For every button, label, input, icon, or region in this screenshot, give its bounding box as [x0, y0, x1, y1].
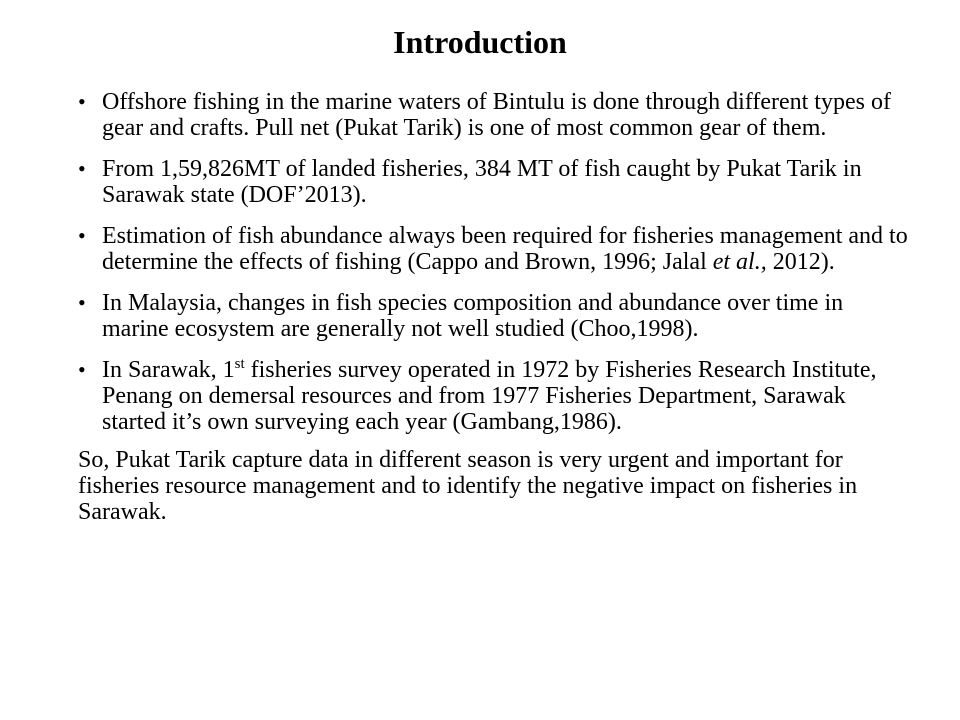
- bullet-text: From 1,59,826MT of landed fisheries, 384 MT of fish caught by Pukat Tarik in Sarawak state (DOF’2013).: [102, 156, 862, 208]
- bullet-text-before: In Sarawak, 1: [102, 357, 235, 383]
- bullet-item: [78, 223, 908, 275]
- bullet-dot-icon: •: [78, 357, 86, 382]
- bullet-dot-icon: •: [78, 89, 86, 114]
- bullet-text: In Malaysia, changes in fish species composition and abundance over time in marine ecosystem are generally not well studied (Choo,1998).: [102, 290, 844, 342]
- bullet-item: [78, 290, 908, 342]
- slide-content: [78, 89, 908, 525]
- bullet-dot-icon: •: [78, 156, 86, 181]
- bullet-item: [78, 89, 908, 141]
- bullet-dot-icon: •: [78, 223, 86, 248]
- slide-title: Introduction: [393, 24, 567, 60]
- bullet-text: Offshore fishing in the marine waters of Bintulu is done through different types of gear and crafts. Pull net (Pukat Tarik) is one of most common gear of them.: [102, 89, 891, 141]
- bullet-text: [102, 223, 908, 275]
- bullet-dot-icon: •: [78, 290, 86, 315]
- bullet-item: [78, 357, 908, 435]
- bullet-text-before: Estimation of fish abundance always been required for fisheries management and to determine the effects of fishing (Cappo and Brown, 1996; Jalal: [102, 223, 908, 275]
- bullet-text-after: fisheries survey operated in 1972 by Fisheries Research Institute, Penang on demersal resources and from 1977 Fisheries Department, Sarawak started it’s own surveying each year (Gambang,1986).: [102, 357, 877, 435]
- bullet-item: [78, 156, 908, 208]
- bullet-text-italic: et al.,: [712, 249, 767, 275]
- bullet-text-superscript: st: [234, 356, 245, 372]
- bullet-text: [102, 357, 876, 435]
- bullet-text-after: 2012).: [766, 249, 835, 275]
- conclusion-text: So, Pukat Tarik capture data in different season is very urgent and important for fisheries resource management and to identify the negative impact on fisheries in Sarawak.: [78, 447, 858, 525]
